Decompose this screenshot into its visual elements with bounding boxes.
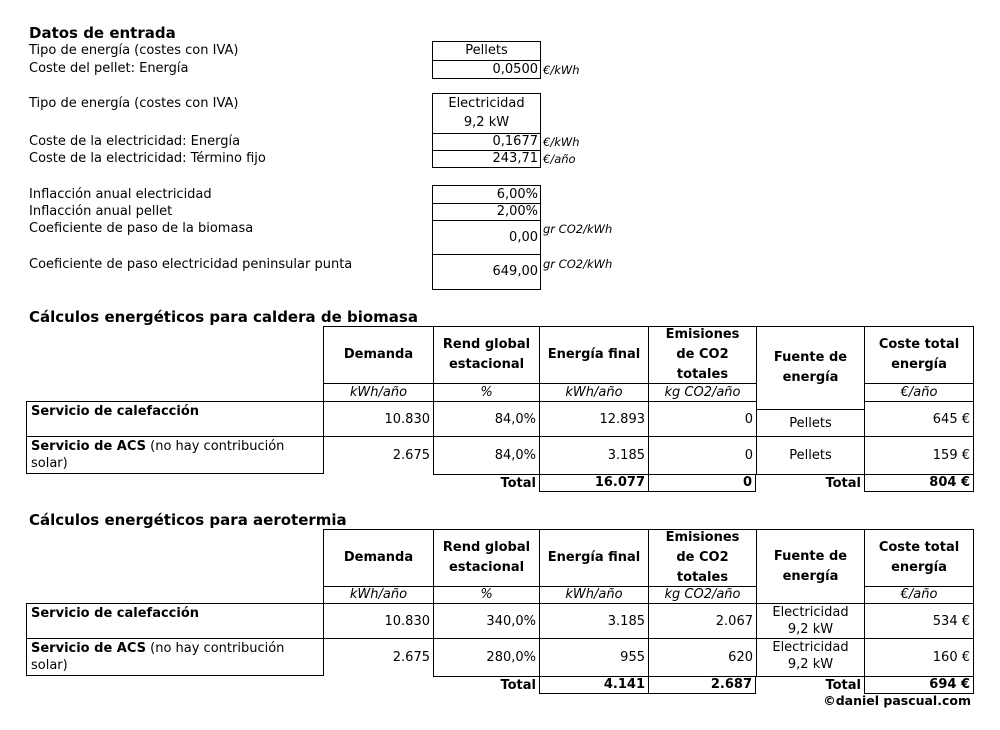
aerothermal-row-heating-fuente: Electricidad 9,2 kW <box>756 603 864 638</box>
input-label-energy-type-1: Tipo de energía (costes con IVA) <box>29 43 239 58</box>
input-label-biomass-coef: Coeficiente de paso de la biomasa <box>29 221 254 236</box>
aerothermal-row-heating-rend: 340,0% <box>433 603 539 638</box>
aerothermal-row-heating-energia: 3.185 <box>539 603 648 638</box>
aerothermal-header-rend: Rend global estacional <box>433 529 539 586</box>
input-label-elec-energy-cost: Coste de la electricidad: Energía <box>29 134 241 149</box>
aerothermal-total-coste: 694 € <box>864 676 974 694</box>
biomass-total-label: Total <box>433 474 539 492</box>
biomass-row-heating-fuente: Pellets <box>756 409 864 436</box>
copyright-notice: ©daniel pascual.com <box>823 693 971 708</box>
aerothermal-unit-rend: % <box>433 586 539 603</box>
aerothermal-row-acs-emisiones: 620 <box>648 638 756 676</box>
aerothermal-header-emisiones: Emisiones de CO2 totales <box>648 529 756 586</box>
input-unit-pellet-cost: €/kWh <box>543 63 580 77</box>
input-unit-elec-fixed-cost: €/año <box>543 152 576 166</box>
biomass-row-acs-coste: 159 € <box>864 436 974 474</box>
input-label-elec-coef: Coeficiente de paso electricidad peninsular punta <box>29 257 353 272</box>
input-label-pellet-cost: Coste del pellet: Energía <box>29 61 189 76</box>
input-value-elec-coef[interactable]: 649,00 <box>492 264 538 279</box>
input-unit-biomass-coef: gr CO2/kWh <box>543 222 613 236</box>
aerothermal-row-heating-coste: 534 € <box>864 603 974 638</box>
input-value-energy-type-2-line1[interactable]: Electricidad <box>448 96 525 111</box>
aerothermal-total-label-2: Total <box>756 676 864 694</box>
biomass-total-energia: 16.077 <box>539 474 648 492</box>
aerothermal-row-acs-coste: 160 € <box>864 638 974 676</box>
aerothermal-total-energia: 4.141 <box>539 676 648 694</box>
aerothermal-row-heating-label: Servicio de calefacción <box>26 603 323 638</box>
biomass-unit-demanda: kWh/año <box>323 383 433 401</box>
biomass-row-heating-coste: 645 € <box>864 401 974 436</box>
input-value-pellet-inflation[interactable]: 2,00% <box>496 204 538 219</box>
aerothermal-unit-energia: kWh/año <box>539 586 648 603</box>
biomass-unit-coste: €/año <box>864 383 974 401</box>
biomass-table-title: Cálculos energéticos para caldera de biomasa <box>29 308 418 326</box>
biomass-header-fuente: Fuente de energía <box>756 326 864 409</box>
biomass-total-emisiones: 0 <box>648 474 756 492</box>
aerothermal-row-acs-rend: 280,0% <box>433 638 539 676</box>
aerothermal-row-acs-energia: 955 <box>539 638 648 676</box>
aerothermal-unit-coste: €/año <box>864 586 974 603</box>
biomass-header-energia: Energía final <box>539 326 648 383</box>
biomass-total-coste: 804 € <box>864 474 974 492</box>
aerothermal-header-energia: Energía final <box>539 529 648 586</box>
biomass-header-demanda: Demanda <box>323 326 433 383</box>
input-value-biomass-coef[interactable]: 0,00 <box>509 230 538 245</box>
aerothermal-row-heating-demanda: 10.830 <box>323 603 433 638</box>
input-section-title: Datos de entrada <box>29 24 176 42</box>
input-value-pellet-cost[interactable]: 0,0500 <box>492 62 538 77</box>
input-label-elec-fixed-cost: Coste de la electricidad: Término fijo <box>29 151 266 166</box>
biomass-row-acs-energia: 3.185 <box>539 436 648 474</box>
aerothermal-unit-emisiones: kg CO2/año <box>648 586 756 603</box>
biomass-row-heating-rend: 84,0% <box>433 401 539 436</box>
biomass-total-label-2: Total <box>756 474 864 492</box>
aerothermal-table-title: Cálculos energéticos para aerotermia <box>29 511 347 529</box>
input-value-elec-energy-cost[interactable]: 0,1677 <box>492 134 538 149</box>
biomass-unit-energia: kWh/año <box>539 383 648 401</box>
biomass-row-acs-emisiones: 0 <box>648 436 756 474</box>
aerothermal-total-emisiones: 2.687 <box>648 676 756 694</box>
aerothermal-row-acs-demanda: 2.675 <box>323 638 433 676</box>
biomass-row-heating-energia: 12.893 <box>539 401 648 436</box>
aerothermal-row-heating-emisiones: 2.067 <box>648 603 756 638</box>
input-label-elec-inflation: Inflacción anual electricidad <box>29 187 212 202</box>
aerothermal-header-demanda: Demanda <box>323 529 433 586</box>
aerothermal-header-fuente: Fuente de energía <box>756 529 864 603</box>
biomass-row-acs-demanda: 2.675 <box>323 436 433 474</box>
aerothermal-row-acs-label: Servicio de ACS (no hay contribución solar) <box>26 638 323 676</box>
input-value-elec-inflation[interactable]: 6,00% <box>496 187 538 202</box>
aerothermal-total-label: Total <box>433 676 539 694</box>
biomass-row-heating-label: Servicio de calefacción <box>26 401 323 436</box>
aerothermal-row-acs-fuente: Electricidad 9,2 kW <box>756 638 864 676</box>
biomass-unit-emisiones: kg CO2/año <box>648 383 756 401</box>
biomass-header-rend: Rend global estacional <box>433 326 539 383</box>
biomass-row-heating-emisiones: 0 <box>648 401 756 436</box>
aerothermal-unit-demanda: kWh/año <box>323 586 433 603</box>
input-value-energy-type-1[interactable]: Pellets <box>465 43 508 58</box>
aerothermal-header-coste: Coste total energía <box>864 529 974 586</box>
biomass-row-heating-demanda: 10.830 <box>323 401 433 436</box>
input-label-energy-type-2: Tipo de energía (costes con IVA) <box>29 96 239 111</box>
biomass-header-emisiones: Emisiones de CO2 totales <box>648 326 756 383</box>
biomass-header-coste: Coste total energía <box>864 326 974 383</box>
biomass-row-acs-label: Servicio de ACS (no hay contribución solar) <box>26 436 323 474</box>
biomass-row-acs-fuente: Pellets <box>756 436 864 474</box>
input-value-energy-type-2-line2[interactable]: 9,2 kW <box>463 115 510 130</box>
input-unit-elec-coef: gr CO2/kWh <box>543 257 613 271</box>
input-label-pellet-inflation: Inflacción anual pellet <box>29 204 173 219</box>
biomass-unit-rend: % <box>433 383 539 401</box>
input-value-elec-fixed-cost[interactable]: 243,71 <box>492 151 538 166</box>
biomass-row-acs-rend: 84,0% <box>433 436 539 474</box>
input-unit-elec-energy-cost: €/kWh <box>543 135 580 149</box>
